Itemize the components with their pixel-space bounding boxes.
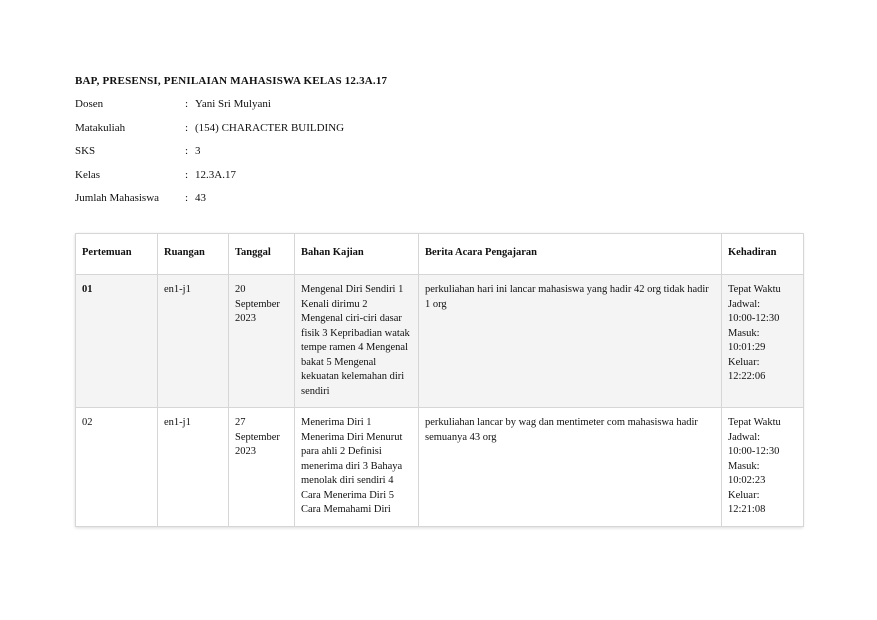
cell-berita-acara: perkuliahan hari ini lancar mahasiswa yang hadir 42 org tidak hadir 1 org [419,275,722,408]
kehadiran-status: Tepat Waktu [728,417,781,428]
attendance-table [75,233,804,527]
kehadiran-masuk-value: 10:02:23 [728,475,766,486]
info-colon: : [185,98,189,110]
info-value: 43 [195,192,206,204]
kehadiran-keluar-label: Keluar: [728,356,760,368]
kehadiran-masuk-label: Masuk: [728,460,760,472]
kehadiran-keluar-value: 12:21:08 [728,504,766,515]
info-label: Jumlah Mahasiswa [75,192,160,204]
cell-ruangan: en1-j1 [158,275,229,408]
cell-ruangan: en1-j1 [158,408,229,527]
cell-kehadiran [722,275,804,408]
info-value: Yani Sri Mulyani [195,98,271,110]
cell-bahan-kajian: Mengenal Diri Sendiri 1 Kenali dirimu 2 Mengenal ciri-ciri dasar fisik 3 Kepribadian watak tempe ramen 4 Mengenal bakat 5 Mengenal kekuatan kelemahan diri sendiri [295,275,419,408]
header-pertemuan: Pertemuan [76,234,158,275]
kehadiran-status: Tepat Waktu [728,284,781,295]
kehadiran-masuk-label: Masuk: [728,327,760,339]
info-value: 3 [195,145,201,157]
header-tanggal: Tanggal [229,234,295,275]
kehadiran-jadwal-value: 10:00-12:30 [728,313,780,324]
info-colon: : [185,121,189,134]
cell-tanggal: 20 September 2023 [229,275,295,408]
attendance-table-container [75,233,803,527]
header-kehadiran: Kehadiran [722,234,804,275]
page-title: BAP, PRESENSI, PENILAIAN MAHASISWA KELAS 12.3A.17 [75,75,388,87]
info-label: Dosen [75,98,104,110]
info-label: SKS [75,145,96,157]
info-row-matakuliah [75,122,344,146]
info-colon: : [185,168,189,181]
course-info [75,98,344,216]
kehadiran-masuk-value: 10:01:29 [728,342,766,353]
info-row-kelas [75,169,344,193]
kehadiran-keluar-value: 12:22:06 [728,371,766,382]
table-row [76,275,804,408]
kehadiran-jadwal-label: Jadwal: [728,431,761,443]
cell-pertemuan: 02 [76,408,158,527]
info-colon: : [185,145,189,157]
cell-tanggal: 27 September 2023 [229,408,295,527]
info-label: Kelas [75,168,101,181]
kehadiran-jadwal-label: Jadwal: [728,298,761,310]
header-bahan-kajian: Bahan Kajian [295,234,419,275]
cell-pertemuan: 01 [76,275,158,408]
cell-kehadiran [722,408,804,527]
info-value: 12.3A.17 [195,168,236,181]
info-row-dosen [75,98,344,122]
header-ruangan: Ruangan [158,234,229,275]
kehadiran-jadwal-value: 10:00-12:30 [728,446,780,457]
info-label: Matakuliah [75,121,126,134]
info-row-sks [75,145,344,169]
cell-berita-acara: perkuliahan lancar by wag dan mentimeter com mahasiswa hadir semuanya 43 org [419,408,722,527]
info-row-jumlah-mahasiswa [75,192,344,216]
table-row [76,408,804,527]
info-colon: : [185,192,189,204]
table-header-row [76,234,804,275]
header-berita-acara: Berita Acara Pengajaran [419,234,722,275]
cell-bahan-kajian: Menerima Diri 1 Menerima Diri Menurut para ahli 2 Definisi menerima diri 3 Bahaya menolak diri sendiri 4 Cara Menerima Diri 5 Cara Memahami Diri [295,408,419,527]
kehadiran-keluar-label: Keluar: [728,489,760,501]
info-value: (154) CHARACTER BUILDING [195,121,345,134]
